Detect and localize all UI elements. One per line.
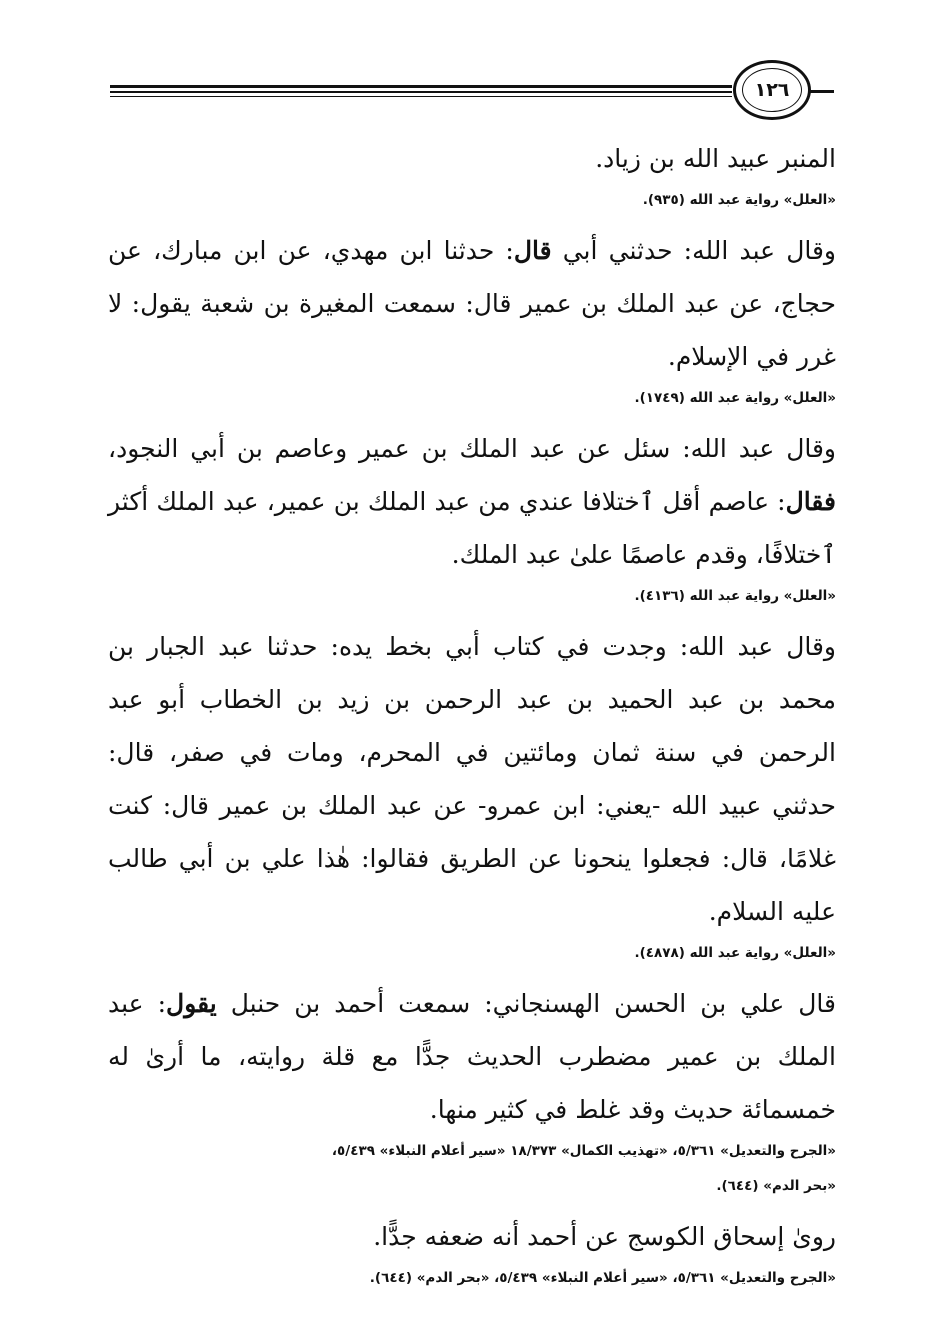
source-citation: «العلل» رواية عبد الله (٤٨٧٨).	[634, 945, 836, 961]
header-rule	[110, 85, 732, 88]
bold-keyword: يقول	[166, 989, 217, 1018]
paragraph: المنبر عبيد الله بن زياد.	[595, 144, 836, 173]
paragraph	[108, 977, 836, 1136]
paragraph	[108, 422, 836, 581]
paragraph: وقال عبد الله: وجدت في كتاب أبي بخط يده: حدثنا عبد الجبار بن محمد بن عبد الحميد بن عبد الرحمن بن زيد بن الخطاب أبو عبد الرحمن في سنة ثمان ومائتين في المحرم، ومات في صفر، قال: حدثني عبيد الله -يعني: ابن عمرو- عن عبد الملك بن عمير قال: كنت غلامًا، قال: فجعلوا ينحونا عن الطريق فقالوا: هٰذا علي بن أبي طالب عليه السلام.	[108, 632, 836, 926]
source-citation: «بحر الدم» (٦٤٤).	[716, 1178, 836, 1194]
paragraph-text: : عبد الملك بن عمير مضطرب الحديث جدًّا مع قلة روايته، ما أرىٰ له خمسمائة حديث وقد غلط في كثير منها.	[108, 989, 836, 1124]
bold-keyword: قال	[513, 236, 552, 265]
source-citation: «الجرح والتعديل» ٥/٣٦١، «تهذيب الكمال» ١٨/٣٧٣ «سير أعلام النبلاء» ٥/٤٣٩،	[331, 1143, 836, 1159]
page-body	[108, 132, 836, 1302]
header-rule	[110, 96, 732, 97]
bold-keyword: فقال	[785, 487, 836, 516]
paragraph	[108, 224, 836, 383]
page-number: ١٢٦	[742, 68, 802, 112]
paragraph-text: قال علي بن الحسن الهسنجاني: سمعت أحمد بن حنبل	[216, 989, 836, 1018]
header-rule	[110, 91, 732, 93]
paragraph: روىٰ إسحاق الكوسج عن أحمد أنه ضعفه جدًّا.	[373, 1222, 836, 1251]
source-citation: «العلل» رواية عبد الله (١٧٤٩).	[634, 390, 836, 406]
paragraph-text: : عاصم أقل ٱختلافا عندي من عبد الملك بن عمير، عبد الملك أكثر ٱختلافًا، وقدم عاصمًا علىٰ عبد الملك.	[108, 487, 836, 569]
paragraph-text: وقال عبد الله: سئل عن عبد الملك بن عمير وعاصم بن أبي النجود،	[108, 434, 836, 463]
page-header	[110, 60, 830, 122]
source-citation: «العلل» رواية عبد الله (٩٣٥).	[642, 192, 836, 208]
source-citation: «الجرح والتعديل» ٥/٣٦١، «سير أعلام النبلاء» ٥/٤٣٩، «بحر الدم» (٦٤٤).	[369, 1270, 836, 1286]
paragraph-text: وقال عبد الله: حدثني أبي	[551, 236, 836, 265]
source-citation: «العلل» رواية عبد الله (٤١٣٦).	[634, 588, 836, 604]
paragraph-text: : حدثنا ابن مهدي، عن ابن مبارك، عن حجاج، عن عبد الملك بن عمير قال: سمعت المغيرة بن شعبة يقول: لا غرر في الإسلام.	[108, 236, 836, 371]
page-number-badge	[733, 60, 811, 120]
header-rule-right	[810, 90, 834, 93]
